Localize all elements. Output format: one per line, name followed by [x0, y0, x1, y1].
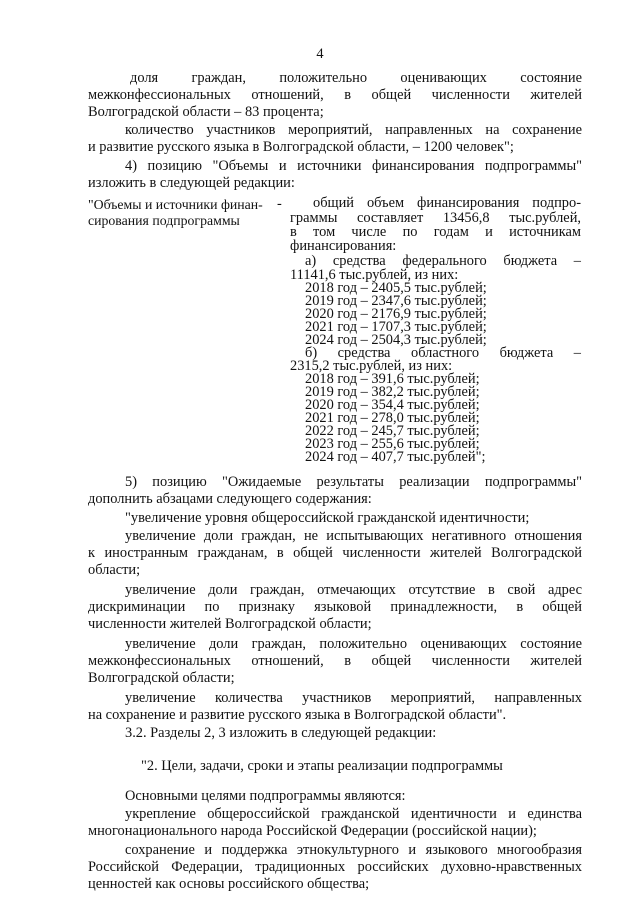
table-left-label: сирования подпрограммы [88, 213, 240, 228]
paragraph-line: "увеличение уровня общероссийской гражданской идентичности; [125, 510, 530, 526]
page-number: 4 [316, 46, 324, 62]
table-right-line: 2021 год – 278,0 тыс.рублей; [305, 410, 480, 426]
table-right-line: 11141,6 тыс.рублей, из них: [290, 267, 459, 283]
paragraph-line: межконфессиональных отношений, в общей численности жителей [88, 87, 582, 103]
table-right-line: 2315,2 тыс.рублей, из них: [290, 358, 453, 374]
table-right-line: 2022 год – 245,7 тыс.рублей; [305, 423, 480, 439]
paragraph-line: Основными целями подпрограммы являются: [125, 788, 406, 804]
paragraph-line: Волгоградской области – 83 процента; [88, 104, 324, 120]
paragraph-line: дополнить абзацами следующего содержания: [88, 491, 372, 507]
table-right-line: 2020 год – 354,4 тыс.рублей; [305, 397, 480, 413]
table-right-line: 2019 год – 382,2 тыс.рублей; [305, 384, 480, 400]
table-right-line: 2023 год – 255,6 тыс.рублей; [305, 436, 480, 452]
paragraph-line: изложить в следующей редакции: [88, 175, 295, 191]
table-right-line: 2024 год – 2504,3 тыс.рублей; [305, 332, 487, 348]
table-left-label: "Объемы и источники финан- [88, 197, 263, 212]
paragraph-line: межконфессиональных отношений, в общей численности жителей [88, 653, 582, 669]
paragraph-line: дискриминации по признаку языковой принадлежности, в общей [88, 599, 582, 615]
table-right-line: общий объем финансирования подпро- [313, 195, 581, 211]
table-right-line: 2018 год – 2405,5 тыс.рублей; [305, 280, 487, 296]
table-right-line: 2021 год – 1707,3 тыс.рублей; [305, 319, 487, 335]
paragraph-line: доля граждан, положительно оценивающих состояние [130, 70, 582, 86]
paragraph-line: на сохранение и развитие русского языка в Волгоградской области". [88, 707, 507, 723]
paragraph-line: 4) позицию "Объемы и источники финансирования подпрограммы" [125, 158, 582, 174]
table-right-line: финансирования: [290, 238, 397, 254]
paragraph-line: количество участников мероприятий, направленных на сохранение [125, 122, 582, 138]
paragraph-line: 5) позицию "Ожидаемые результаты реализации подпрограммы" [125, 474, 582, 490]
table-right-line: 2019 год – 2347,6 тыс.рублей; [305, 293, 487, 309]
paragraph-line: численности жителей Волгоградской области; [88, 616, 372, 632]
paragraph-line: увеличение доли граждан, не испытывающих негативного отношения [125, 528, 582, 544]
paragraph-line: увеличение доли граждан, положительно оценивающих состояние [125, 636, 582, 652]
table-dash: - [277, 196, 282, 212]
paragraph-line: увеличение доли граждан, отмечающих отсутствие в свой адрес [125, 582, 582, 598]
table-right-line: в том числе по годам и источникам [290, 224, 581, 240]
paragraph-line: увеличение количества участников мероприятий, направленных [125, 690, 582, 706]
paragraph-line: сохранение и поддержка этнокультурного и языкового многообразия [125, 842, 582, 858]
paragraph-line: области; [88, 562, 141, 578]
paragraph-line: 3.2. Разделы 2, 3 изложить в следующей редакции: [125, 725, 437, 741]
paragraph-line: укрепление общероссийской гражданской идентичности и единства [125, 806, 582, 822]
table-right-line: 2018 год – 391,6 тыс.рублей; [305, 371, 480, 387]
table-right-line: 2020 год – 2176,9 тыс.рублей; [305, 306, 487, 322]
paragraph-line: ценностей как основы российского общества; [88, 876, 370, 892]
table-right-line: 2024 год – 407,7 тыс.рублей"; [305, 449, 486, 465]
table-right-line: б) средства областного бюджета – [305, 345, 581, 361]
paragraph-line: и развитие русского языка в Волгоградской области, – 1200 человек"; [88, 139, 514, 155]
table-right-line: а) средства федерального бюджета – [305, 253, 581, 269]
paragraph-line: многонационального народа Российской Федерации (российской нации); [88, 823, 537, 839]
paragraph-line: к иностранным гражданам, в общей численности жителей Волгоградской [88, 545, 582, 561]
paragraph-line: Российской Федерации, традиционных российских духовно-нравственных [88, 859, 582, 875]
paragraph-line: Волгоградской области; [88, 670, 235, 686]
table-right-line: граммы составляет 13456,8 тыс.рублей, [290, 210, 581, 226]
section-heading: "2. Цели, задачи, сроки и этапы реализации подпрограммы [141, 758, 503, 774]
